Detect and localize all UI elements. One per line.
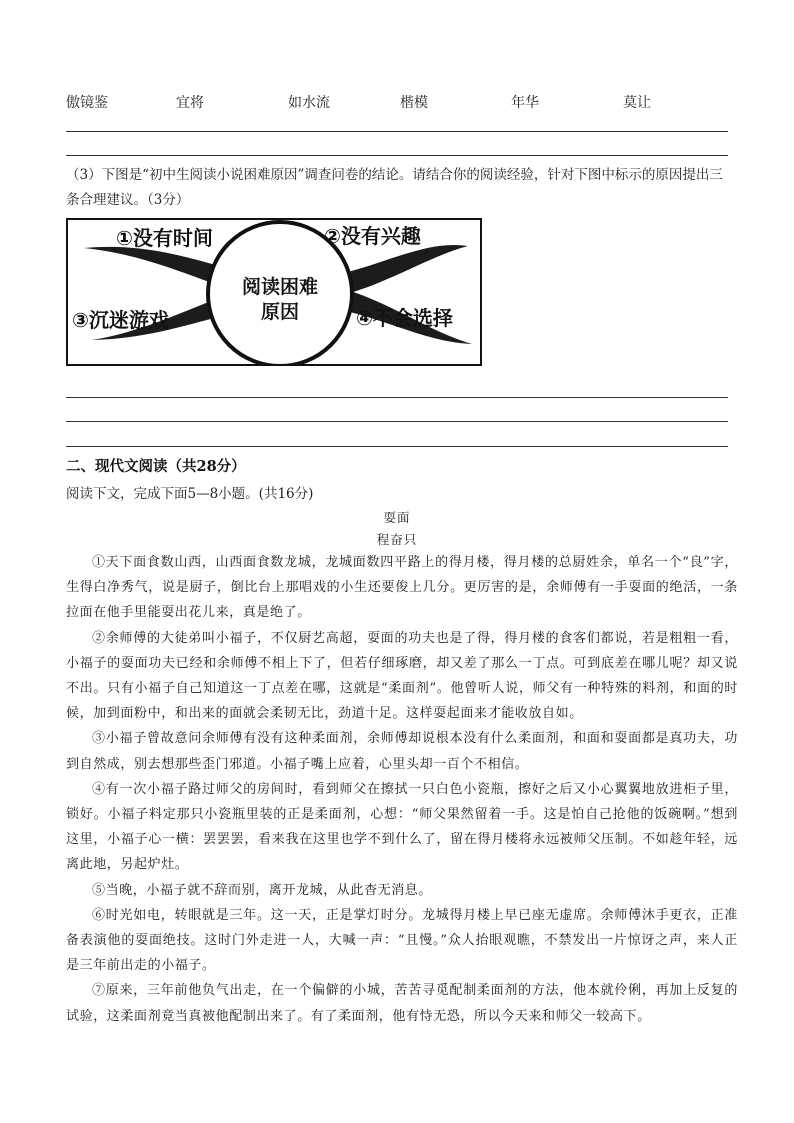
vocab-word: 莫让	[623, 95, 651, 111]
article-body	[66, 550, 738, 1029]
section-heading: 二、现代文阅读（共28分）	[66, 458, 246, 475]
answer-line	[66, 421, 728, 422]
reading-difficulty-diagram	[66, 218, 482, 366]
article-paragraph: ①天下面食数山西，山西面食数龙城，龙城面数四平路上的得月楼，得月楼的总厨姓余，单名一个“良”字，生得白净秀气，说是厨子，倒比台上那唱戏的小生还要俊上几分。更厉害的是，余师傅有一手耍面的绝活，一条拉面在他手里能耍出花儿来，真是绝了。	[66, 555, 738, 621]
article-paragraph: ③小福子曾故意问余师傅有没有这种柔面剂，余师傅却说根本没有什么柔面剂，和面和耍面都是真功夫，功到自然成，别去想那些歪门邪道。小福子嘴上应着，心里头却一百个不相信。	[66, 731, 738, 772]
answer-line	[66, 155, 728, 156]
answer-line	[66, 397, 728, 398]
vocab-word: 年华	[511, 95, 539, 111]
center-label-line1: 阅读困难	[241, 276, 319, 298]
answer-line	[66, 131, 728, 132]
question-3-text: （3）下图是“初中生阅读小说困难原因”调查问卷的结论。请结合你的阅读经验，针对下图中标示的原因提出三条合理建议。（3分）	[66, 167, 723, 208]
vocab-word: 宜将	[176, 95, 204, 111]
article-paragraph: ⑥时光如电，转眼就是三年。这一天，正是掌灯时分。龙城得月楼上早已座无虚席。余师傅沐手更衣，正准备表演他的耍面绝技。这时门外走进一人，大喊一声：“且慢。”众人抬眼观瞧，不禁发出一片惊讶之声，来人正是三年前出走的小福子。	[66, 907, 738, 974]
article-title: 耍面	[383, 510, 411, 525]
article-paragraph: ④有一次小福子路过师父的房间时，看到师父在擦拭一只白色小瓷瓶，擦好之后又小心翼翼地放进柜子里，锁好。小福子料定那只小瓷瓶里装的正是柔面剂，心想：“师父果然留着一手。这是怕自己抢他的饭碗啊。”想到这里，小福子心一横：罢罢罢，看来我在这里也学不到什么了，留在得月楼将永远被师父压制。不如趁年轻，远离此地，另起炉灶。	[66, 781, 738, 873]
vocab-word: 楷模	[400, 95, 428, 111]
article-paragraph: ⑦原来，三年前他负气出走，在一个偏僻的小城，苦苦寻觅配制柔面剂的方法，他本就伶俐，再加上反复的试验，这柔面剂竟当真被他配制出来了。有了柔面剂，他有恃无恐，所以今天来和师父一较高下。	[66, 983, 738, 1024]
article-paragraph: ②余师傅的大徒弟叫小福子，不仅厨艺高超，耍面的功夫也是了得，得月楼的食客们都说，若是粗粗一看，小福子的耍面功夫已经和余师傅不相上下了，但若仔细琢磨，却又差了那么一丁点。可到底差在哪儿呢？却又说不出。只有小福子自己知道这一丁点差在哪，这就是“柔面剂”。他曾听人说，师父有一种特殊的料剂，和面的时候，加到面粉中，和出来的面就会柔韧无比，劲道十足。这样耍起面来才能收放自如。	[66, 630, 738, 722]
reason-label-2: ②没有兴趣	[324, 224, 421, 248]
reason-label-1: ①没有时间	[116, 226, 213, 250]
reason-label-3: ③沉迷游戏	[72, 308, 169, 332]
vocab-word: 傲镜鉴	[66, 95, 108, 111]
vocab-row	[0, 92, 794, 112]
center-label-line2: 原因	[260, 301, 300, 323]
vocab-word: 如水流	[288, 95, 330, 111]
article-author: 程奋只	[376, 532, 418, 547]
section-instruction: 阅读下文，完成下面5—8小题。(共16分)	[66, 486, 314, 502]
answer-line	[66, 446, 728, 447]
article-paragraph: ⑤当晚，小福子就不辞而别，离开龙城，从此杳无消息。	[92, 882, 433, 898]
reason-label-4: ④不会选择	[356, 306, 453, 330]
